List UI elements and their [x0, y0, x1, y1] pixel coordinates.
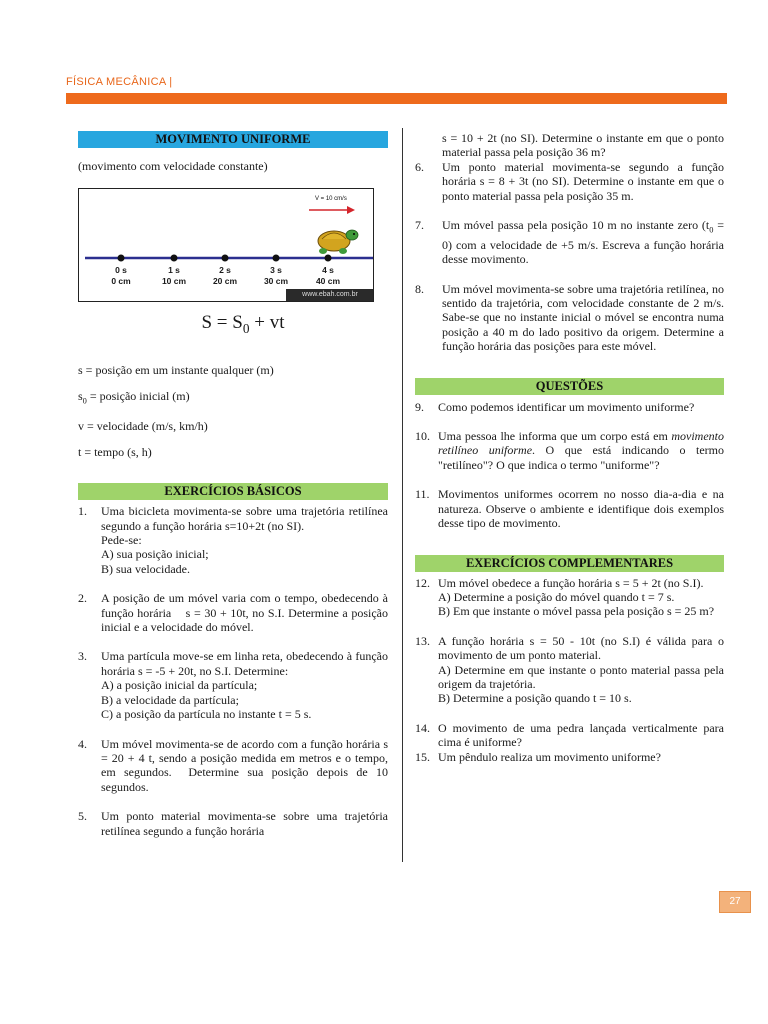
exercise-line: A) sua posição inicial; — [101, 547, 209, 562]
question-number: 9. — [415, 399, 424, 414]
questions-list — [415, 400, 724, 531]
exercise-number: 15. — [415, 749, 430, 764]
exercise-line: B) sua velocidade. — [101, 561, 190, 576]
exercises-6-8-list — [415, 160, 724, 354]
question-text-pre: Uma pessoa lhe informa que um corpo está em — [438, 429, 672, 444]
tick-label-3 — [259, 265, 293, 287]
exercise-line: B) a velocidade da partícula; — [101, 692, 239, 707]
exercise-15 — [415, 750, 724, 764]
tick-label-1 — [157, 265, 191, 287]
question-text-italic: movimento retilíneo uniforme — [438, 429, 724, 458]
definitions — [78, 363, 388, 459]
tick-pos-0: 0 cm — [111, 276, 131, 287]
formula-rest: + vt — [249, 312, 285, 334]
header-bar — [66, 93, 727, 104]
tick-dot-0 — [118, 255, 125, 262]
tick-dot-2 — [222, 255, 229, 262]
exercise-4 — [78, 736, 391, 795]
exercise-line: B) Determine a posição quando t = 10 s. — [438, 691, 632, 706]
exercise-number: 6. — [415, 159, 424, 174]
tick-dot-4 — [325, 255, 332, 262]
exercise-3 — [78, 649, 388, 721]
tick-time-4: 4 s — [322, 265, 334, 276]
section-title-basic-exercises: EXERCÍCIOS BÁSICOS — [78, 483, 388, 500]
question-number: 10. — [415, 429, 430, 444]
right-column — [415, 131, 724, 764]
exercise-line: Pede-se: — [101, 533, 142, 548]
definition-s: s = posição em um instante qualquer (m) — [78, 363, 274, 378]
exercise-2 — [78, 591, 391, 635]
definition-s0 — [78, 389, 388, 409]
exercise-text: Um móvel movimenta-se de acordo com a função horária s = 20 + 4 t, sendo a posição medida em metros e o tempo, em segundos. Determine sua posição depois de 10 segundos. — [101, 736, 391, 794]
exercise-line: A) a posição inicial da partícula; — [101, 678, 258, 693]
tick-pos-3: 30 cm — [263, 276, 289, 287]
exercise-text-part: = 0) com a velocidade de +5 m/s. Escreva a função horária desse movimento. — [442, 218, 724, 267]
exercise-text: O movimento de uma pedra lançada verticalmente para cima é uniforme? — [438, 720, 724, 750]
exercise-5 — [78, 809, 388, 838]
section-title-uniform-motion: MOVIMENTO UNIFORME — [78, 131, 388, 148]
s0-prefix: s — [78, 388, 83, 403]
exercise-text-part: Um móvel passa pela posição 10 m no instante zero (t — [442, 218, 710, 233]
tick-time-2: 2 s — [219, 265, 231, 276]
formula — [78, 312, 388, 337]
complementary-exercises-list — [415, 576, 724, 764]
exercise-number: 5. — [78, 809, 87, 824]
exercise-line: C) a posição da partícula no instante t = 5 s. — [101, 707, 312, 722]
exercise-text: Um ponto material movimenta-se segundo a função horária s = 8 + 3t (no SI). Determine o instante em que o ponto material passa pela posição 35 m. — [442, 159, 724, 203]
formula-sub: 0 — [242, 321, 250, 337]
exercise-number: 1. — [78, 504, 87, 519]
question-10 — [415, 429, 724, 472]
exercise-text: Um pêndulo realiza um movimento uniforme? — [438, 749, 661, 764]
tick-dot-3 — [273, 255, 280, 262]
s0-sub: 0 — [82, 396, 87, 405]
section-title-complementary-exercises: EXERCÍCIOS COMPLEMENTARES — [415, 555, 724, 572]
left-column — [78, 131, 391, 838]
exercise-text: Um móvel movimenta-se sobre uma trajetória retilínea, no sentido da trajetória, com velocidade constante de 2 m/s. Sabe-se que no instante inicial o móvel se encontra numa posição a 40 m do lado positivo da origem. Determine a função horária das posições para este móvel. — [442, 281, 724, 354]
exercise-line: A) Determine a posição do móvel quando t = 7 s. — [438, 589, 675, 604]
exercise-14 — [415, 721, 724, 750]
tick-label-4 — [311, 265, 345, 287]
exercise-text: A função horária s = 50 - 10t (no S.I) é válida para o movimento de um ponto material. — [438, 633, 724, 663]
turtle-icon — [318, 230, 358, 254]
section-title-questions: QUESTÕES — [415, 378, 724, 395]
question-11 — [415, 487, 724, 530]
velocity-label: V = 10 cm/s — [315, 196, 347, 203]
tick-time-0: 0 s — [115, 265, 127, 276]
question-9 — [415, 400, 724, 414]
tick-time-3: 3 s — [270, 265, 282, 276]
exercise-text: Um ponto material movimenta-se sobre uma trajetória retilínea segundo a função horária — [101, 809, 388, 838]
s0-text: = posição inicial (m) — [89, 388, 190, 403]
exercise-number: 7. — [415, 218, 424, 233]
exercise-number: 13. — [415, 633, 430, 648]
tick-pos-4: 40 cm — [315, 276, 341, 287]
question-text-post: . O que está indicando o termo "retilíneo"? O que indica o termo "uniforme"? — [438, 443, 724, 472]
question-number: 11. — [415, 487, 430, 502]
exercise-1 — [78, 504, 388, 576]
basic-exercises-list — [78, 504, 391, 838]
motion-figure — [78, 188, 374, 302]
tick-pos-2: 20 cm — [212, 276, 238, 287]
exercise-line: B) Em que instante o móvel passa pela posição s = 25 m? — [438, 604, 715, 619]
definition-t: t = tempo (s, h) — [78, 444, 152, 459]
header-title: FÍSICA MECÂNICA | — [66, 76, 173, 88]
exercise-8 — [415, 282, 724, 354]
tick-label-0 — [106, 265, 136, 287]
tick-pos-1: 10 cm — [161, 276, 187, 287]
exercise-6 — [415, 160, 724, 203]
question-text: Movimentos uniformes ocorrem no nosso dia-a-dia e na natureza. Observe o ambiente e identifique dois exemplos desse tipo de movimento. — [438, 487, 724, 531]
exercise-5-continuation: s = 10 + 2t (no SI). Determine o instante em que o ponto material passa pela posição 36 m? — [442, 131, 724, 160]
exercise-text: Uma partícula move-se em linha reta, obedecendo à função horária s = -5 + 20t, no S.I. Determine: — [101, 649, 388, 678]
tick-label-2 — [208, 265, 242, 287]
exercise-text: A posição de um móvel varia com o tempo, obedecendo à função horária s = 30 + 10t, no S.I. Determine a posição inicial e a velocidade do móvel. — [101, 591, 391, 635]
question-text: Como podemos identificar um movimento uniforme? — [438, 399, 695, 414]
exercise-number: 2. — [78, 591, 87, 606]
exercise-text: Uma bicicleta movimenta-se sobre uma trajetória retilínea segundo a função horária s=10+2t (no SI). — [101, 504, 388, 533]
exercise-12 — [415, 576, 724, 619]
exercise-line: A) Determine em que instante o ponto material passa pela origem da trajetória. — [438, 662, 724, 691]
subtitle: (movimento com velocidade constante) — [78, 159, 268, 173]
column-divider — [402, 128, 403, 862]
exercise-text: Um móvel obedece a função horária s = 5 + 2t (no S.I). — [438, 575, 704, 590]
tick-time-1: 1 s — [168, 265, 180, 276]
definition-v: v = velocidade (m/s, km/h) — [78, 419, 208, 434]
watermark-text: www.ebah.com.br — [302, 291, 358, 299]
exercise-number: 14. — [415, 720, 430, 735]
exercise-text — [442, 218, 724, 267]
page-number: 27 — [719, 891, 751, 913]
velocity-arrowhead — [347, 206, 355, 214]
t0-sub: 0 — [709, 225, 714, 235]
formula-s: S = S — [201, 312, 243, 334]
tick-dot-1 — [171, 255, 178, 262]
exercise-number: 3. — [78, 649, 87, 664]
question-text — [438, 429, 724, 472]
exercise-number: 8. — [415, 281, 424, 296]
exercise-number: 4. — [78, 736, 87, 751]
exercise-13 — [415, 634, 724, 706]
exercise-7 — [415, 218, 724, 267]
exercise-number: 12. — [415, 575, 430, 590]
